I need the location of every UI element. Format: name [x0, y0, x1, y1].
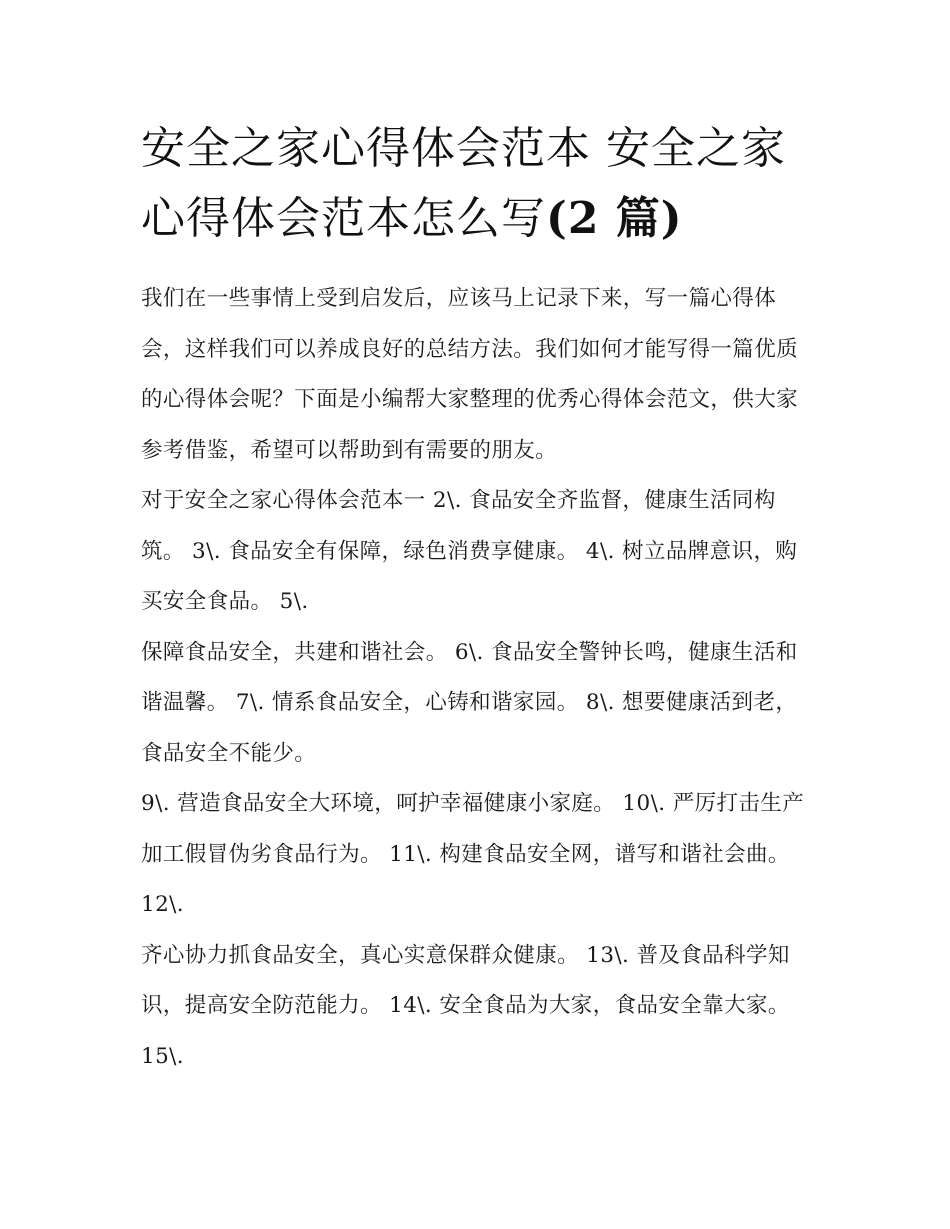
- document-body: [141, 274, 816, 1082]
- body-paragraph-2: 保障食品安全，共建和谐社会。 6\. 食品安全警钟长鸣，健康生活和谐温馨。 7\. 情系食品安全，心铸和谐家园。 8\. 想要健康活到老，食品安全不能少。: [141, 639, 798, 766]
- intro-paragraph: 我们在一些事情上受到启发后，应该马上记录下来，写一篇心得体会，这样我们可以养成良好的总结方法。我们如何才能写得一篇优质的心得体会呢？下面是小编帮大家整理的优秀心得体会范文，供大家参考借鉴，希望可以帮助到有需要的朋友。: [141, 286, 799, 463]
- body-paragraph-1: 对于安全之家心得体会范本一 2\. 食品安全齐监督，健康生活同构筑。 3\. 食品安全有保障，绿色消费享健康。 4\. 树立品牌意识，购买安全食品。 5\.: [141, 488, 798, 614]
- body-paragraph-4: 齐心协力抓食品安全，真心实意保群众健康。 13\. 普及食品科学知识，提高安全防范能力。 14\. 安全食品为大家，食品安全靠大家。 15\.: [141, 942, 790, 1069]
- body-paragraph-3: 9\. 营造食品安全大环境，呵护幸福健康小家庭。 10\. 严厉打击生产加工假冒伪劣食品行为。 11\. 构建食品安全网，谱写和谐社会曲。 12\.: [141, 791, 805, 917]
- title-main: 安全之家心得体会范本 安全之家心得体会范本怎么写: [141, 123, 786, 244]
- document-content: [141, 114, 816, 1082]
- document-title: [141, 114, 816, 254]
- title-suffix: (2 篇): [546, 193, 683, 244]
